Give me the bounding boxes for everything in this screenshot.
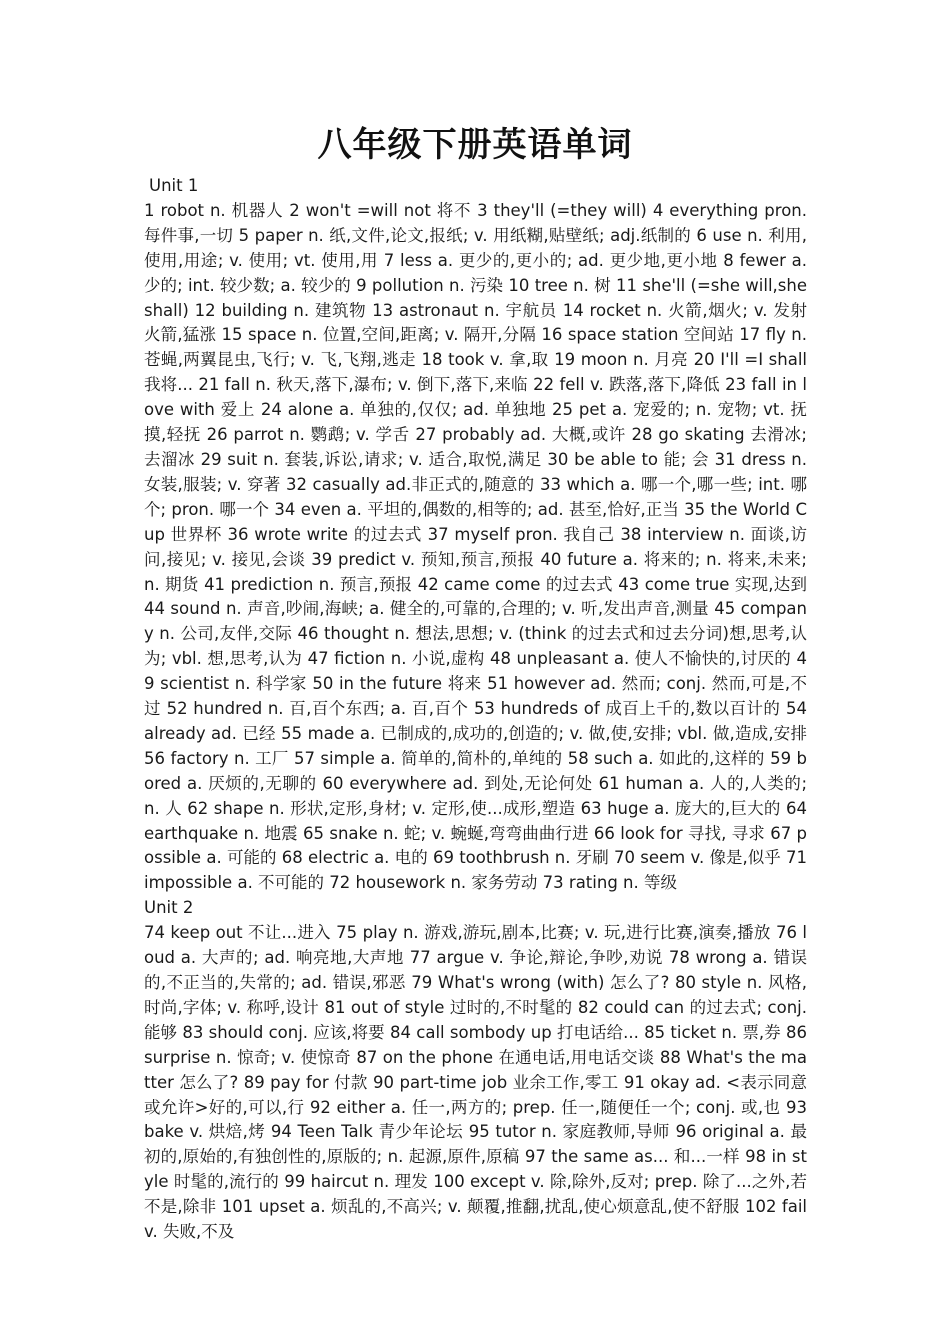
page-title: 八年级下册英语单词 (317, 125, 633, 165)
unit-1-word-list: 1 robot n. 机器人 2 won't =will not 将不 3 they'll (=they will) 4 everything pron. 每件事,一切 5 paper n. 纸,文件,论文,报纸; v. 用纸糊,贴壁纸; adj.纸制的 6 use n. 利用,使用,用途; v. 使用; vt. 使用,用 7 less a. 更少的,更小的; ad. 更少地,更小地 8 fewer a. 少的; int. 较少数; a. 较少的 9 pollution n. 污染 10 tree n. 树 11 she'll (=she will,she shall) 12 building n. 建筑物 13 astronaut n. 宇航员 14 rocket n. 火箭,烟火; v. 发射火箭,猛涨 15 space n. 位置,空间,距离; v. 隔开,分隔 16 space station 空间站 17 fly n. 苍蝇,两翼昆虫,飞行; v. 飞,飞翔,逃走 18 took v. 拿,取 19 moon n. 月亮 20 I'll =I shall 我将... 21 fall n. 秋天,落下,瀑布; v. 倒下,落下,来临 22 fell v. 跌落,落下,降低 23 fall in love with 爱上 24 alone a. 单独的,仅仅; ad. 单独地 25 pet a. 宠爱的; n. 宠物; vt. 抚摸,轻抚 26 parrot n. 鹦鹉; v. 学舌 27 probably ad. 大概,或许 28 go skating 去滑冰; 去溜冰 29 suit n. 套装,诉讼,请求; v. 适合,取悦,满足 30 be able to 能; 会 31 dress n. 女装,服装; v. 穿著 32 casually ad.非正式的,随意的 33 which a. 哪一个,哪一些; int. 哪个; pron. 哪一个 34 even a. 平坦的,偶数的,相等的; ad. 甚至,恰好,正当 35 the World Cup 世界杯 36 wrote write 的过去式 37 myself pron. 我自己 38 interview n. 面谈,访问,接见; v. 接见,会谈 39 predict v. 预知,预言,预报 40 future a. 将来的; n. 将来,未来; n. 期货 41 prediction n. 预言,预报 42 came come 的过去式 43 come true 实现,达到 44 sound n. 声音,吵闹,海峡; a. 健全的,可靠的,合理的; v. 听,发出声音,测量 45 company n. 公司,友伴,交际 46 thought n. 想法,思想; v. (think 的过去式和过去分词)想,思考,认为; vbl. 想,思考,认为 47 fiction n. 小说,虚构 48 unpleasant a. 使人不愉快的,讨厌的 49 scientist n. 科学家 50 in the future 将来 51 however ad. 然而; conj. 然而,可是,不过 52 hundred n. 百,百个东西; a. 百,百个 53 hundreds of 成百上千的,数以百计的 54 already ad. 已经 55 made a. 已制成的,成功的,创造的; v. 做,使,安排; vbl. 做,造成,安排 56 factory n. 工厂 57 simple a. 简单的,简朴的,单纯的 58 such a. 如此的,这样的 59 bored a. 厌烦的,无聊的 60 everywhere ad. 到处,无论何处 61 human a. 人的,人类的; n. 人 62 shape n. 形状,定形,身材; v. 定形,使...成形,塑造 63 huge a. 庞大的,巨大的 64 earthquake n. 地震 65 snake n. 蛇; v. 蜿蜒,弯弯曲曲行进 66 look for 寻找, 寻求 67 possible a. 可能的 68 electric a. 电的 69 toothbrush n. 牙刷 70 seem v. 像是,似乎 71 impossible a. 不可能的 72 housework n. 家务劳动 73 rating n. 等级 (144, 200, 807, 893)
unit-1-heading: Unit 1 (149, 176, 199, 195)
vocabulary-content (144, 174, 807, 1245)
unit-2-word-list: 74 keep out 不让...进入 75 play n. 游戏,游玩,剧本,比赛; v. 玩,进行比赛,演奏,播放 76 loud a. 大声的; ad. 响亮地,大声地 77 argue v. 争论,辩论,争吵,劝说 78 wrong a. 错误的,不正当的,失常的; ad. 错误,邪恶 79 What's wrong (with) 怎么了? 80 style n. 风格,时尚,字体; v. 称呼,设计 81 out of style 过时的,不时髦的 82 could can 的过去式; conj. 能够 83 should conj. 应该,将要 84 call sombody up 打电话给... 85 ticket n. 票,券 86 surprise n. 惊奇; v. 使惊奇 87 on the phone 在通电话,用电话交谈 88 What's the matter 怎么了? 89 pay for 付款 90 part-time job 业余工作,零工 91 okay ad. <表示同意或允许>好的,可以,行 92 either a. 任一,两方的; prep. 任一,随便任一个; conj. 或,也 93 bake v. 烘焙,烤 94 Teen Talk 青少年论坛 95 tutor n. 家庭教师,导师 96 original a. 最初的,原始的,有独创性的,原版的; n. 起源,原件,原稿 97 the same as... 和...一样 98 in style 时髦的,流行的 99 haircut n. 理发 100 except v. 除,除外,反对; prep. 除了...之外,若不是,除非 101 upset a. 烦乱的,不高兴; v. 颠覆,推翻,扰乱,使心烦意乱,使不舒服 102 fail v. 失败,不及 (144, 923, 807, 1242)
unit-2-heading: Unit 2 (144, 898, 194, 918)
